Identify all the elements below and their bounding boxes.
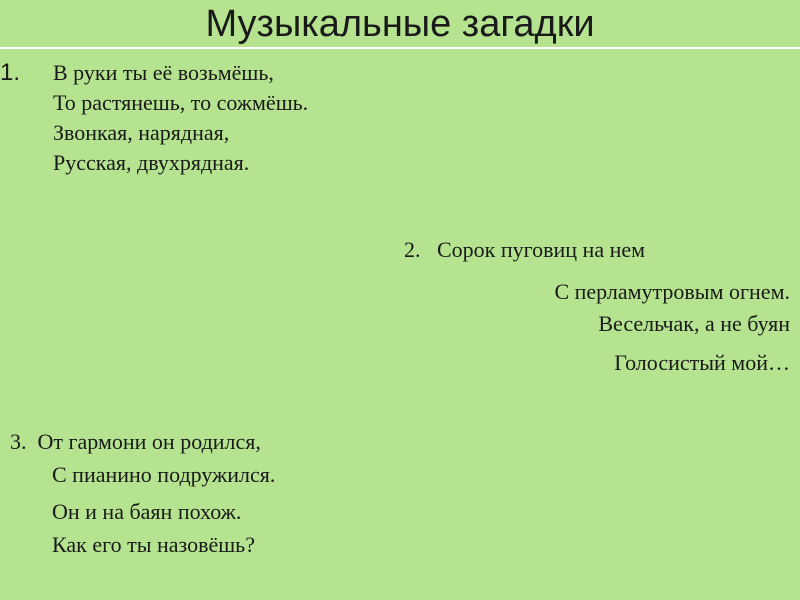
slide-title: Музыкальные загадки xyxy=(205,3,595,45)
riddle-1-line-2: То растянешь, то сожмёшь. xyxy=(53,90,309,115)
riddle-2-line-1: 2. Сорок пуговиц на нем xyxy=(404,237,646,262)
title-divider xyxy=(0,47,800,49)
riddle-2-line-4: Голосистый мой… xyxy=(614,350,790,375)
riddle-3-line-3: Он и на баян похож. xyxy=(52,499,242,524)
riddle-2-line-2: С перламутровым огнем. xyxy=(554,279,790,304)
riddle-1-line-1: В руки ты её возьмёшь, xyxy=(53,60,274,85)
riddle-1-line-4: Русская, двухрядная. xyxy=(53,150,250,175)
riddle-1-line-3: Звонкая, нарядная, xyxy=(53,120,230,145)
riddle-3-line-4: Как его ты назовёшь? xyxy=(52,532,255,557)
riddle-3-line-2: С пианино подружился. xyxy=(52,462,276,487)
riddle-3-line-1: 3. От гармони он родился, xyxy=(10,429,261,454)
riddle-1-number: 1. xyxy=(0,59,21,86)
riddle-2-line-3: Весельчак, а не буян xyxy=(598,311,790,336)
